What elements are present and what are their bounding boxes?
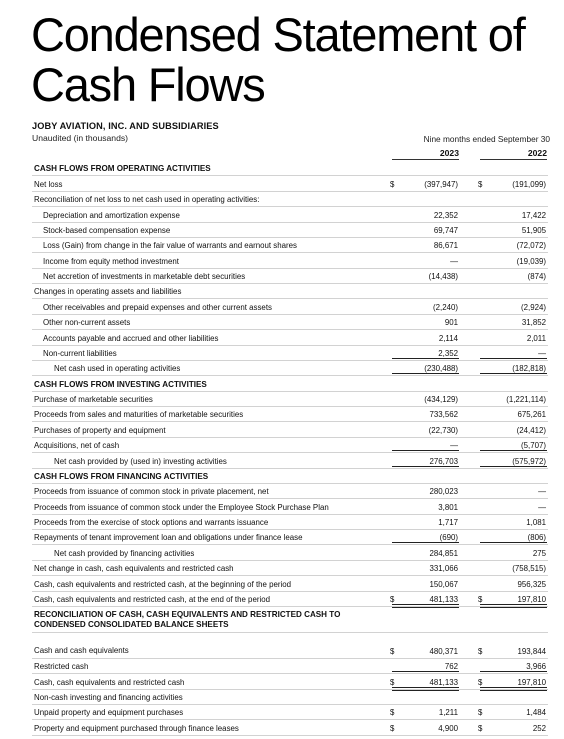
value-2023: 733,562 xyxy=(429,410,458,420)
table-row xyxy=(32,223,548,238)
value-2022: 197,810 xyxy=(517,594,546,604)
total-underline xyxy=(392,604,459,605)
row-label: CASH FLOWS FROM OPERATING ACTIVITIES xyxy=(34,164,211,174)
value-2022: (182,818) xyxy=(512,364,546,374)
value-2022: 1,484 xyxy=(526,708,546,718)
dollar-sign: $ xyxy=(390,723,395,733)
total-underline xyxy=(392,687,459,688)
table-row xyxy=(32,269,548,284)
period-label: Nine months ended September 30 xyxy=(423,134,550,144)
total-underline xyxy=(480,671,547,672)
value-2022: (806) xyxy=(527,533,546,543)
value-2023: 86,671 xyxy=(433,241,458,251)
value-2022: 51,905 xyxy=(521,225,546,235)
value-2023: 284,851 xyxy=(429,548,458,558)
table-row xyxy=(32,253,548,268)
dollar-sign: $ xyxy=(390,594,395,604)
total-underline xyxy=(480,542,547,543)
table-row xyxy=(32,176,548,191)
table-row xyxy=(32,592,548,607)
row-label: Acquisitions, net of cash xyxy=(34,441,120,451)
table-row xyxy=(32,690,548,705)
table-row xyxy=(32,422,548,437)
value-2023: 1,211 xyxy=(438,708,458,718)
value-2022: (758,515) xyxy=(512,564,546,574)
row-label: Changes in operating assets and liabilities xyxy=(34,287,182,297)
value-2022: (1,221,114) xyxy=(506,395,546,404)
value-2023: 276,703 xyxy=(429,456,458,466)
row-label: Purchase of marketable securities xyxy=(34,395,153,404)
total-underline xyxy=(480,687,547,688)
total-underline xyxy=(392,466,459,467)
value-2023: 1,717 xyxy=(438,518,458,527)
year-column-2022: 2022 xyxy=(527,148,547,158)
value-2022: (191,099) xyxy=(512,179,546,189)
table-row xyxy=(32,207,548,222)
total-underline xyxy=(480,373,547,374)
value-2023: 4,900 xyxy=(438,723,458,733)
table-row xyxy=(32,330,548,345)
value-2023: 480,371 xyxy=(429,646,458,656)
total-underline xyxy=(392,358,459,359)
header-rule xyxy=(392,159,459,160)
value-2023: 762 xyxy=(444,662,458,672)
total-underline xyxy=(480,604,547,605)
value-2023: 2,352 xyxy=(438,348,458,358)
value-2023: 3,801 xyxy=(438,502,458,512)
row-label: Property and equipment purchased through finance leases xyxy=(34,723,239,733)
value-2022: (874) xyxy=(527,272,546,281)
dollar-sign: $ xyxy=(478,179,483,189)
section-heading xyxy=(32,376,548,391)
table-row xyxy=(32,499,548,514)
dollar-sign: $ xyxy=(478,594,483,604)
row-label: RECONCILIATION OF CASH, CASH EQUIVALENTS AND RESTRICTED CASH TO CONDENSED CONSOLIDATED BALANCE SHEETS xyxy=(34,609,341,629)
table-row xyxy=(32,720,548,735)
value-2023: (14,438) xyxy=(428,272,458,281)
value-2023: (397,947) xyxy=(424,179,458,189)
dollar-sign: $ xyxy=(390,179,395,189)
table-row xyxy=(32,192,548,207)
value-2023: 2,114 xyxy=(438,333,458,343)
year-column-2023: 2023 xyxy=(439,148,459,158)
dollar-sign: $ xyxy=(390,677,395,687)
row-label: Proceeds from issuance of common stock in private placement, net xyxy=(34,487,269,497)
value-2023: 69,747 xyxy=(433,225,458,235)
value-2023: 150,067 xyxy=(429,579,458,589)
row-label: Net loss xyxy=(34,179,63,189)
table-row xyxy=(32,659,548,674)
row-label: Reconciliation of net loss to net cash used in operating activities: xyxy=(34,195,260,205)
value-2023: (230,488) xyxy=(424,364,458,374)
table-row xyxy=(32,545,548,560)
section-heading xyxy=(32,607,548,633)
value-2023: 331,066 xyxy=(429,564,458,574)
table-row xyxy=(32,515,548,530)
row-label: Proceeds from the exercise of stock options and warrants issuance xyxy=(34,518,269,527)
value-2023: (690) xyxy=(439,533,458,543)
row-label: Income from equity method investment xyxy=(43,256,179,266)
total-underline xyxy=(392,542,459,543)
table-row xyxy=(32,284,548,299)
row-label: Unpaid property and equipment purchases xyxy=(34,708,184,718)
value-2022: (19,039) xyxy=(516,256,546,266)
table-row xyxy=(32,705,548,720)
value-2022: (2,924) xyxy=(520,302,546,312)
row-label: CASH FLOWS FROM FINANCING ACTIVITIES xyxy=(34,471,209,481)
total-underline xyxy=(480,450,547,451)
table-row xyxy=(32,530,548,545)
value-2022: 197,810 xyxy=(517,677,546,687)
company-name: JOBY AVIATION, INC. AND SUBSIDIARIES xyxy=(32,121,219,131)
dollar-sign: $ xyxy=(478,677,483,687)
total-underline xyxy=(480,466,547,467)
dollar-sign: $ xyxy=(478,646,483,656)
value-2023: 901 xyxy=(444,318,458,328)
dollar-sign: $ xyxy=(390,646,395,656)
value-2023: (434,129) xyxy=(424,395,458,404)
table-row xyxy=(32,346,548,361)
unaudited-note: Unaudited (in thousands) xyxy=(32,133,129,143)
value-2023: (22,730) xyxy=(428,425,458,435)
value-2023: 481,133 xyxy=(429,677,458,687)
section-heading xyxy=(32,161,548,176)
table-row xyxy=(32,407,548,422)
value-2022: 17,422 xyxy=(521,210,546,220)
value-2022: (24,412) xyxy=(516,425,546,435)
total-underline xyxy=(392,450,459,451)
row-label: Proceeds from sales and maturities of marketable securities xyxy=(34,410,244,420)
row-label: Proceeds from issuance of common stock under the Employee Stock Purchase Plan xyxy=(34,502,329,512)
table-row xyxy=(32,299,548,314)
value-2022: — xyxy=(538,502,546,512)
value-2022: 275 xyxy=(532,548,546,558)
cash-flow-table xyxy=(32,161,548,736)
table-row xyxy=(32,238,548,253)
value-2022: 252 xyxy=(532,723,546,733)
row-label: Stock-based compensation expense xyxy=(43,225,171,235)
row-label: Net cash used in operating activities xyxy=(54,364,181,374)
row-label: Non-current liabilities xyxy=(43,348,117,358)
value-2022: 675,261 xyxy=(517,410,546,420)
total-underline xyxy=(392,671,459,672)
value-2023: 280,023 xyxy=(429,487,458,497)
page-title: Condensed Statement of Cash Flows xyxy=(31,8,525,111)
dollar-sign: $ xyxy=(478,723,483,733)
total-underline xyxy=(480,358,547,359)
row-label: Net accretion of investments in marketable debt securities xyxy=(43,272,246,281)
value-2022: 3,966 xyxy=(526,662,546,672)
table-row xyxy=(32,561,548,576)
table-row xyxy=(32,674,548,689)
table-row xyxy=(32,484,548,499)
dollar-sign: $ xyxy=(390,708,395,718)
row-label: Repayments of tenant improvement loan and obligations under finance lease xyxy=(34,533,303,543)
value-2022: — xyxy=(538,487,546,497)
table-row xyxy=(32,453,548,468)
row-label: Cash, cash equivalents and restricted cash, at the beginning of the period xyxy=(34,579,292,589)
table-row xyxy=(32,315,548,330)
row-label: Accounts payable and accrued and other liabilities xyxy=(43,333,219,343)
section-heading xyxy=(32,469,548,484)
row-label: CASH FLOWS FROM INVESTING ACTIVITIES xyxy=(34,379,207,389)
row-label: Net cash provided by financing activities xyxy=(54,548,195,558)
value-2023: 481,133 xyxy=(429,594,458,604)
header-rule xyxy=(480,159,547,160)
row-label: Net cash provided by (used in) investing activities xyxy=(54,456,227,466)
value-2022: — xyxy=(538,348,546,358)
table-row xyxy=(32,392,548,407)
value-2023: (2,240) xyxy=(432,302,458,312)
row-label: Other non-current assets xyxy=(43,318,131,328)
value-2023: 22,352 xyxy=(433,210,458,220)
value-2022: 31,852 xyxy=(521,318,546,328)
total-underline xyxy=(392,373,459,374)
row-label: Cash, cash equivalents and restricted cash, at the end of the period xyxy=(34,594,270,604)
table-row xyxy=(32,633,548,659)
value-2022: 2,011 xyxy=(526,333,546,343)
value-2022: 1,081 xyxy=(526,518,546,527)
table-row xyxy=(32,576,548,591)
row-label: Cash and cash equivalents xyxy=(34,645,129,655)
value-2022: (72,072) xyxy=(516,241,546,251)
table-row xyxy=(32,438,548,453)
value-2022: 193,844 xyxy=(517,646,546,656)
row-label: Depreciation and amortization expense xyxy=(43,210,180,220)
row-label: Net change in cash, cash equivalents and restricted cash xyxy=(34,564,234,574)
row-label: Other receivables and prepaid expenses and other current assets xyxy=(43,302,272,312)
value-2022: 956,325 xyxy=(517,579,546,589)
value-2023: — xyxy=(450,256,458,266)
row-label: Non-cash investing and financing activities xyxy=(34,693,183,702)
row-label: Purchases of property and equipment xyxy=(34,425,166,435)
row-label: Loss (Gain) from change in the fair value of warrants and earnout shares xyxy=(43,241,297,251)
dollar-sign: $ xyxy=(478,708,483,718)
value-2023: — xyxy=(450,441,458,451)
table-row xyxy=(32,361,548,376)
row-label: Restricted cash xyxy=(34,662,89,672)
value-2022: (575,972) xyxy=(512,456,546,466)
value-2022: (5,707) xyxy=(520,441,546,451)
row-label: Cash, cash equivalents and restricted cash xyxy=(34,677,185,687)
